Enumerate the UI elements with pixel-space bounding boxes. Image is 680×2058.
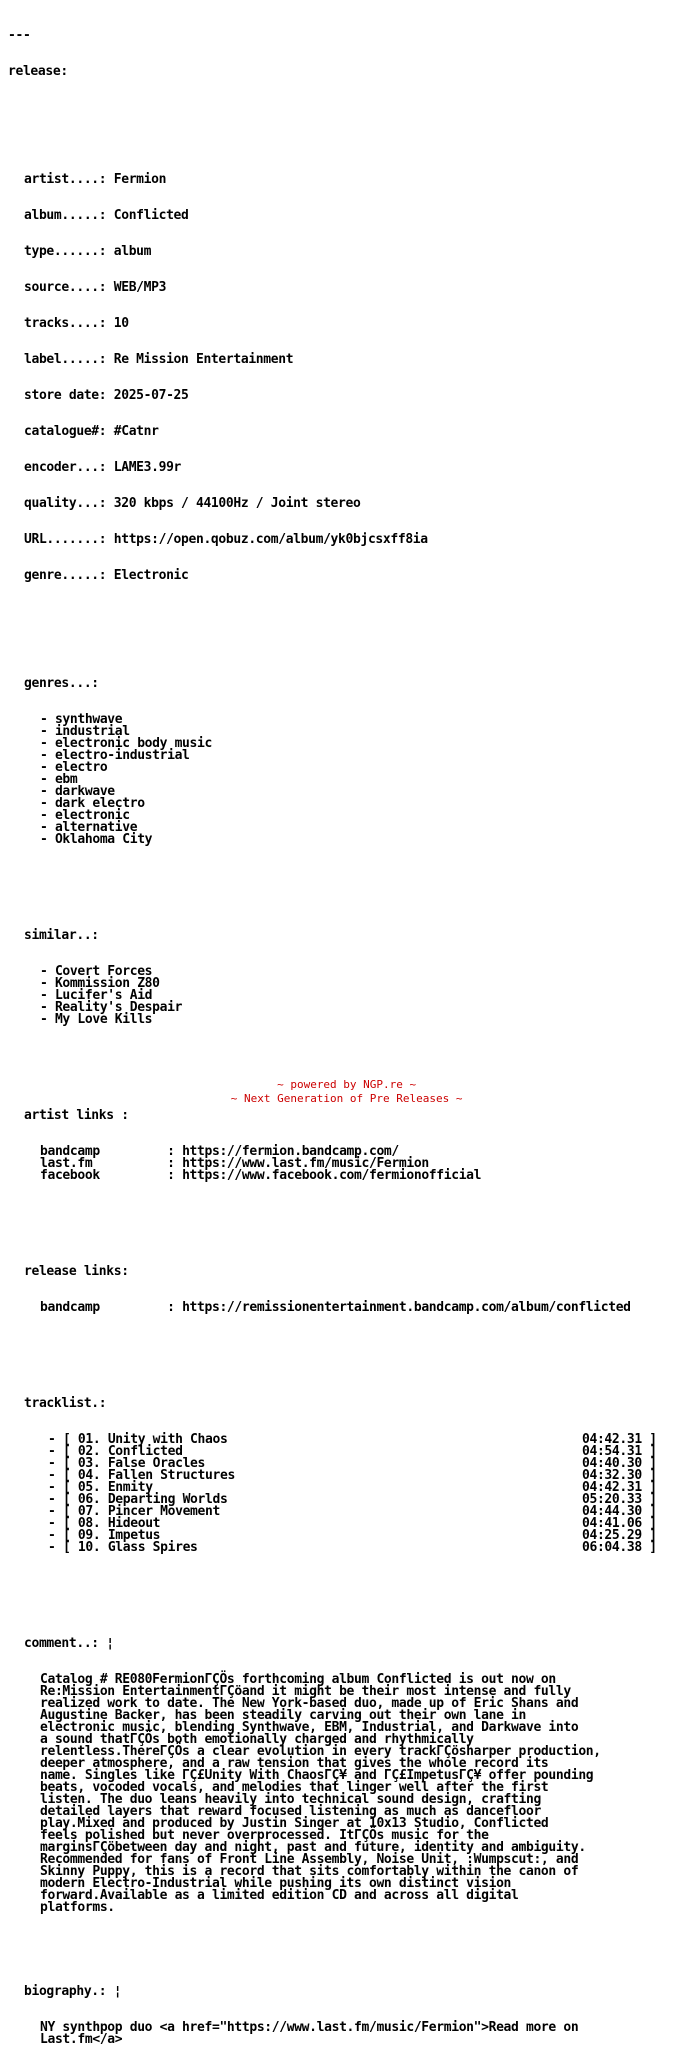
text-line: marginsΓÇöbetween day and night, past and future, identity and ambiguity. [40,1840,586,1855]
tracklist [8,1432,657,1555]
comment-header: comment..: ¦ [24,1636,114,1651]
track-duration: 04:32.30 ] [582,1468,657,1483]
field-key: label.....: [24,352,107,367]
text-line: forward.Available as a limited edition CD and across all digital [40,1888,519,1903]
genre-item: - ebm [40,772,78,787]
text-line: platforms. [40,1900,115,1915]
track-duration: 04:42.31 ] [582,1432,657,1447]
text-line: deeper atmosphere, and a raw tension that gives the whole record its [40,1756,549,1771]
biography-body [8,2022,630,2046]
artist-links-header: artist links : [24,1108,129,1123]
link-name: facebook : [40,1168,183,1183]
footer-tagline [0,1078,680,1106]
link-row-facebook [8,1170,631,1182]
field-key: artist....: [24,172,107,187]
ngp-link[interactable]: ~ powered by NGP.re ~ [277,1078,417,1091]
genre-item: - electro-industrial [40,748,190,763]
field-value: LAME3.99r [113,460,182,475]
field-encoder [8,462,631,474]
text-line: name. Singles like ΓÇ£Unity With ChaosΓÇ¥ and ΓÇ£ImpetusΓÇ¥ offer pounding [40,1768,594,1783]
field-key: type......: [24,244,107,259]
link-name: last.fm : [40,1156,183,1171]
track-title: - [ 07. Pincer Movement [48,1504,220,1519]
release-fields [8,150,631,606]
field-value: 2025-07-25 [113,388,189,403]
field-value: 10 [113,316,129,331]
track-title: - [ 10. Glass Spires [48,1540,198,1555]
track-title: - [ 05. Enmity [48,1480,153,1495]
field-source [8,282,631,294]
track-duration: 04:42.31 ] [582,1480,657,1495]
text-line: Re:Mission EntertainmentΓÇöand it might be their most intense and fully [40,1684,571,1699]
link-url[interactable]: https://remissionentertainment.bandcamp.com/album/conflicted [182,1300,631,1315]
tracklist-header: tracklist.: [24,1396,107,1411]
tagline-text: ~ Next Generation of Pre Releases ~ [230,1092,463,1105]
separator: --- [8,28,31,43]
similar-artist-item: - Covert Forces [40,964,153,979]
field-key: quality...: [24,496,107,511]
similar-list [8,966,631,1026]
track-title: - [ 01. Unity with Chaos [48,1432,228,1447]
comment-body [8,1674,630,1914]
field-genre [8,570,631,582]
field-value: https://open.qobuz.com/album/yk0bjcsxff8ia [113,532,428,547]
text-line: feels polished but never overprocessed. ItΓÇÖs music for the [40,1828,489,1843]
genre-item: - Oklahoma City [40,832,153,847]
field-value: album [113,244,152,259]
similar-header: similar..: [24,928,99,943]
field-value: Re Mission Entertainment [113,352,294,367]
nfo-document [8,6,657,2058]
similar-artist-item: - Kommission Z80 [40,976,160,991]
similar-artist-item: - My Love Kills [40,1012,153,1027]
genre-item: - electro [40,760,108,775]
track-title: - [ 09. Impetus [48,1528,161,1543]
field-value: Conflicted [113,208,189,223]
link-row-bandcamp [8,1302,631,1314]
text-line: listen. The duo leans heavily into technical sound design, crafting [40,1792,541,1807]
field-key: source....: [24,280,107,295]
field-key: catalogue#: [24,424,107,439]
field-key: album.....: [24,208,107,223]
link-url[interactable]: https://www.last.fm/music/Fermion [182,1156,429,1171]
genre-item: - electronic body music [40,736,212,751]
text-line: Catalog # RE080FermionΓÇÖs forthcoming album Conflicted is out now on [40,1672,556,1687]
field-key: store date: [24,388,107,403]
link-name: bandcamp : [40,1144,183,1159]
field-value: Electronic [113,568,189,583]
text-line: NY synthpop duo <a href="https://www.last.fm/music/Fermion">Read more on [40,2020,579,2035]
field-key: genre.....: [24,568,107,583]
track-title: - [ 03. False Oracles [48,1456,206,1471]
track-duration: 04:41.06 ] [582,1516,657,1531]
track-title: - [ 02. Conflicted [48,1444,183,1459]
field-label [8,354,631,366]
track-title: - [ 06. Departing Worlds [48,1492,228,1507]
text-line: Last.fm</a> [40,2032,123,2047]
field-key: URL.......: [24,532,107,547]
field-url [8,534,631,546]
track-row [8,1540,657,1555]
track-title: - [ 08. Hideout [48,1516,161,1531]
release-header: release: [8,64,68,79]
genre-item: - alternative [40,820,138,835]
similar-artist-item: - Lucifer's Aid [40,988,153,1003]
text-line: play.Mixed and produced by Justin Singer at 10x13 Studio, Conflicted [40,1816,549,1831]
link-url[interactable]: https://www.facebook.com/fermionofficial [182,1168,482,1183]
link-name: bandcamp : [40,1300,183,1315]
field-type [8,246,631,258]
release-links-header: release links: [24,1264,129,1279]
artist-links-list [8,1146,631,1182]
text-line: electronic music, blending Synthwave, EBM, Industrial, and Darkwave into [40,1720,579,1735]
text-line: Augustine Backer, has been steadily carving out their own lane in [40,1708,526,1723]
genre-item: - electronic [40,808,130,823]
field-album [8,210,631,222]
text-line: relentless.ThereΓÇÖs a clear evolution in every trackΓÇösharper production, [40,1744,601,1759]
biography-header: biography.: ¦ [24,1984,122,1999]
track-duration: 04:44.30 ] [582,1504,657,1519]
field-value: WEB/MP3 [113,280,167,295]
text-line: realized work to date. The New York-based duo, made up of Eric Shans and [40,1696,579,1711]
track-duration: 04:54.31 ] [582,1444,657,1459]
track-title: - [ 04. Fallen Structures [48,1468,235,1483]
field-value: #Catnr [113,424,159,439]
genre-item: - synthwave [40,712,123,727]
release-links-list [8,1302,631,1314]
field-key: tracks....: [24,316,107,331]
track-duration: 04:40.30 ] [582,1456,657,1471]
field-value: Fermion [113,172,167,187]
track-duration: 05:20.33 ] [582,1492,657,1507]
field-quality [8,498,631,510]
similar-artist-item: - Reality's Despair [40,1000,183,1015]
track-duration: 06:04.38 ] [582,1540,657,1555]
text-line: a sound thatΓÇÖs both emotionally charged and rhythmically [40,1732,474,1747]
track-duration: 04:25.29 ] [582,1528,657,1543]
field-key: encoder...: [24,460,107,475]
genre-item: - industrial [40,724,130,739]
field-tracks [8,318,631,330]
genre-item: - darkwave [40,784,115,799]
text-line: Skinny Puppy, this is a record that sits comfortably within the canon of [40,1864,579,1879]
field-value: 320 kbps / 44100Hz / Joint stereo [113,496,361,511]
text-line: detailed layers that reward focused listening as much as dancefloor [40,1804,541,1819]
genres-list [8,714,631,846]
field-catalogue [8,426,631,438]
field-store-date [8,390,631,402]
field-artist [8,174,631,186]
genre-item: - dark electro [40,796,145,811]
genres-header: genres...: [24,676,99,691]
link-url[interactable]: https://fermion.bandcamp.com/ [182,1144,399,1159]
text-line: Recommended for fans of Front Line Assembly, Noise Unit, :Wumpscut:, and [40,1852,579,1867]
text-line: modern Electro-Industrial while pushing its own distinct vision [40,1876,512,1891]
text-line: beats, vocoded vocals, and melodies that linger well after the first [40,1780,549,1795]
